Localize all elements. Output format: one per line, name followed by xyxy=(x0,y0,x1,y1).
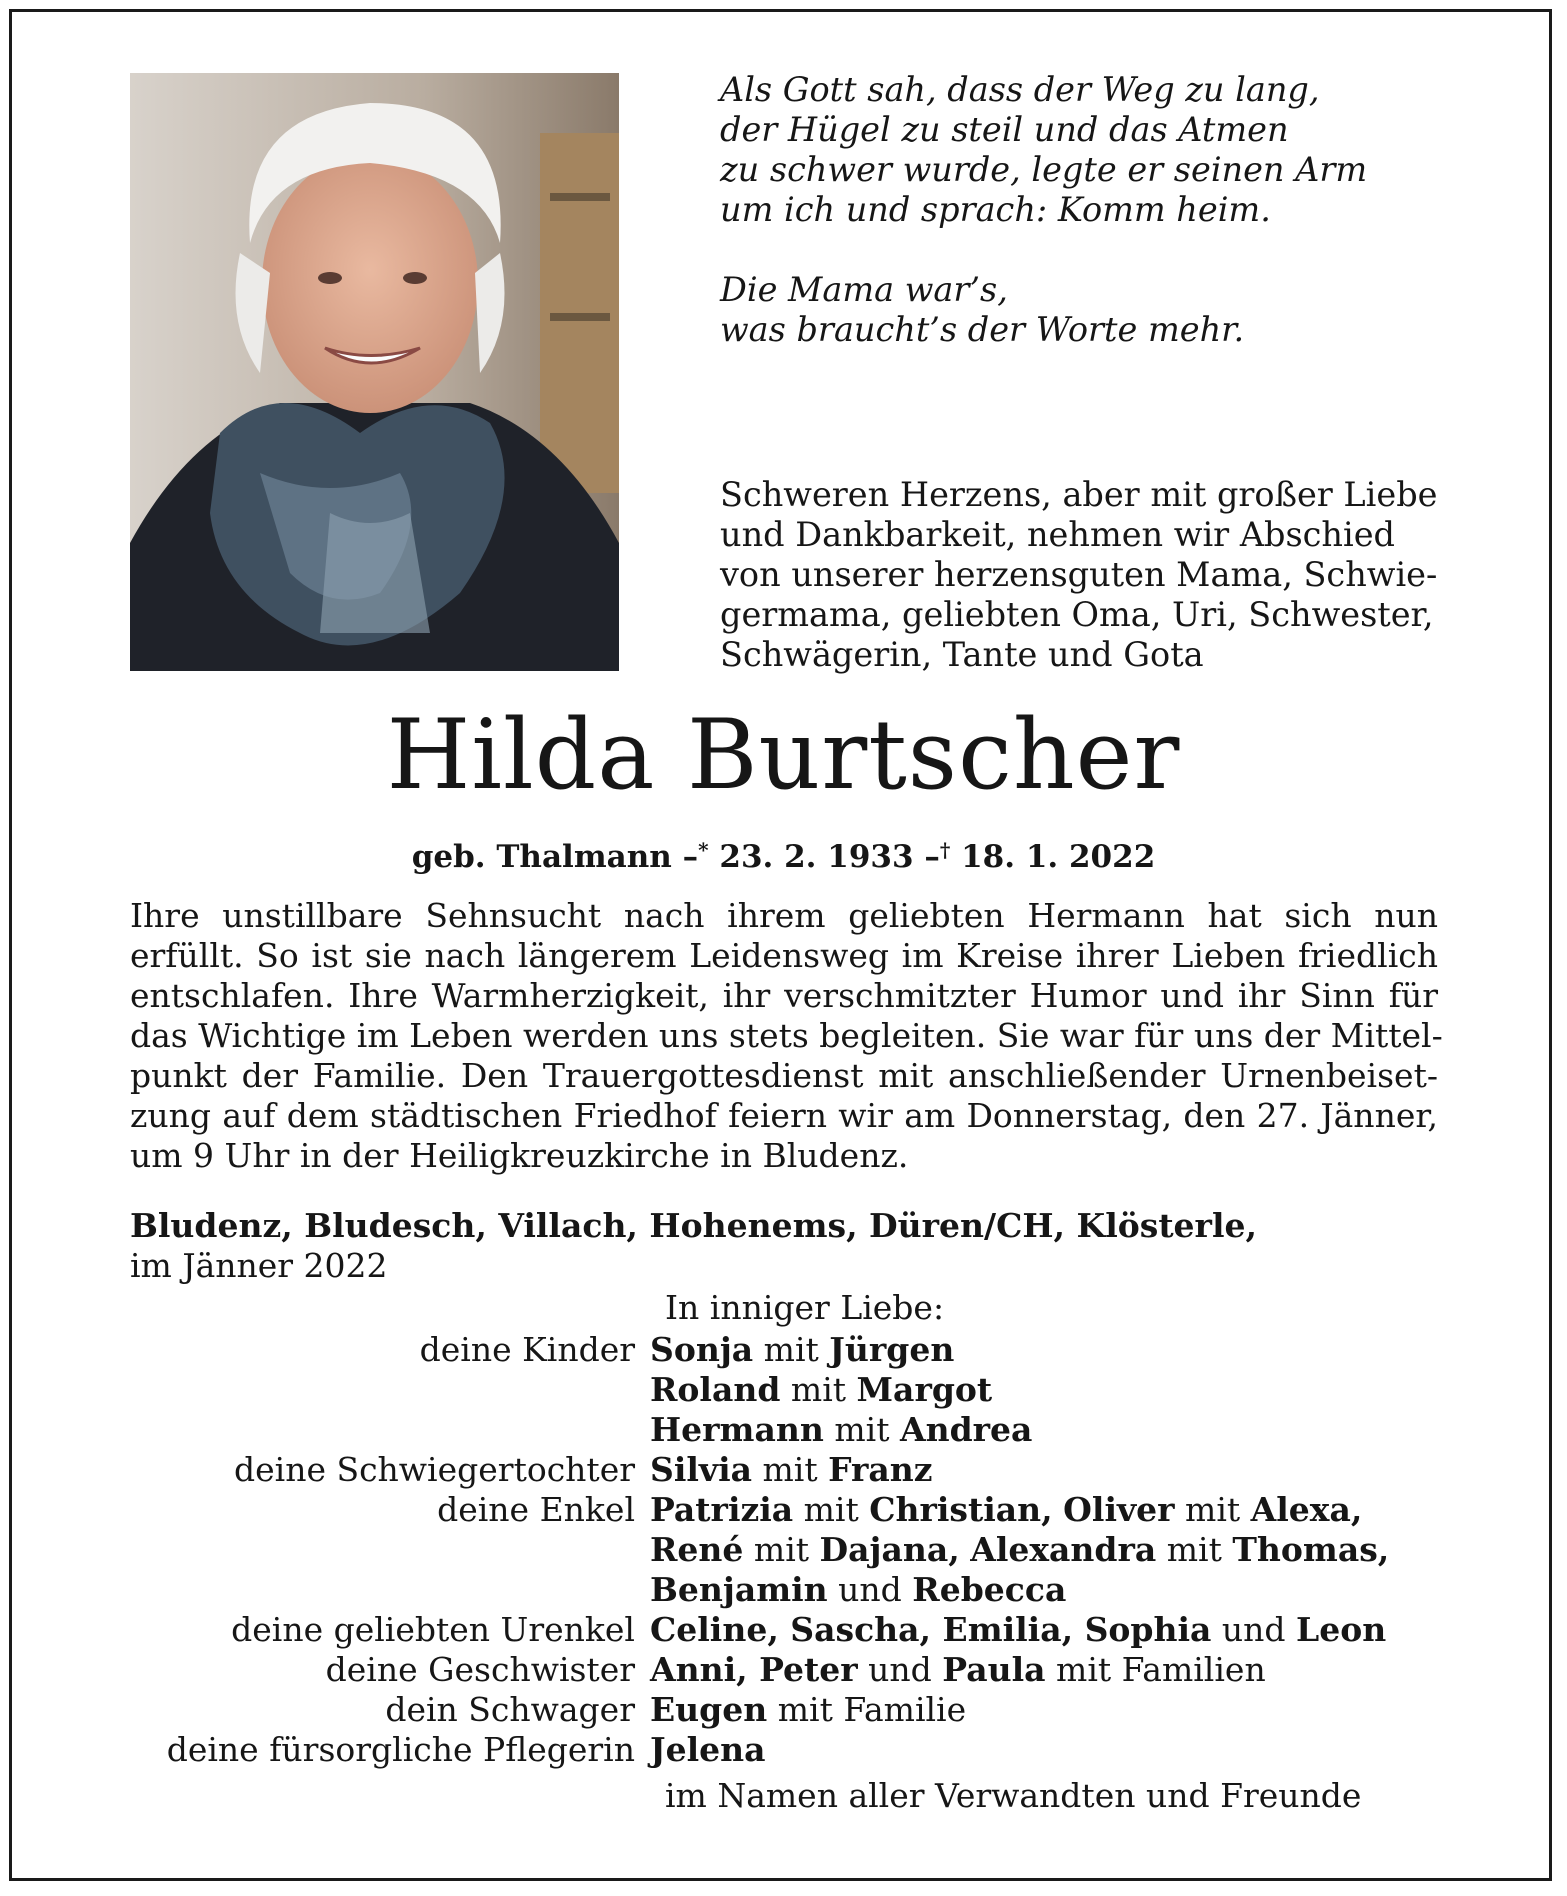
obituary-line: das Wichtige im Leben werden uns stets begleiten. Sie war für uns der Mittel- xyxy=(130,1016,1443,1055)
mourner-names xyxy=(650,1490,1567,1530)
separator: – xyxy=(682,839,699,875)
mourner-name: Alexandra xyxy=(970,1530,1157,1569)
obituary-line: um 9 Uhr in der Heiligkreuzkirche in Bludenz. xyxy=(130,1136,909,1175)
mourner-names xyxy=(650,1330,1567,1370)
mourner-role: deine Kinder xyxy=(419,1330,635,1369)
obituary-line: punkt der Familie. Den Trauergottesdienst mit anschließender Urnenbeiset- xyxy=(130,1056,1438,1095)
connector: mit xyxy=(1166,1530,1222,1569)
mourner-row-schwiegertochter xyxy=(0,1450,1567,1490)
deceased-name: Hilda Burtscher xyxy=(386,699,1181,811)
obituary-text xyxy=(130,896,1443,1176)
greeting: In inniger Liebe: xyxy=(665,1288,945,1327)
mourner-role: deine geliebten Urenkel xyxy=(231,1610,635,1649)
mourner-row-kinder-3 xyxy=(0,1410,1567,1450)
mourner-role: deine fürsorgliche Pflegerin xyxy=(166,1730,635,1769)
mourner-name: Eugen xyxy=(650,1690,768,1729)
intro-line: von unserer herzensguten Mama, Schwie- xyxy=(720,555,1438,594)
mourner-name: Celine, Sascha, Emilia, Sophia xyxy=(650,1610,1212,1649)
separator: – xyxy=(924,839,940,875)
dateline: im Jänner 2022 xyxy=(130,1246,388,1285)
connector: und xyxy=(1221,1610,1286,1649)
mourner-row-kinder xyxy=(0,1330,1567,1370)
mourners-list xyxy=(0,1330,1567,1770)
mourner-name: Thomas, xyxy=(1232,1530,1390,1569)
mourner-name: Roland xyxy=(650,1370,781,1409)
mourner-role: deine Geschwister xyxy=(325,1650,635,1689)
mourner-role-empty xyxy=(0,1410,650,1450)
intro-text xyxy=(720,475,1440,675)
connector: und xyxy=(838,1570,902,1609)
obituary-line: Ihre unstillbare Sehnsucht nach ihrem geliebten Hermann hat sich nun xyxy=(130,896,1438,935)
mourner-row-enkel-2 xyxy=(0,1530,1567,1570)
mourner-row-schwager xyxy=(0,1690,1567,1730)
mourner-names xyxy=(650,1690,1567,1730)
mourner-role: deine Schwiegertochter xyxy=(233,1450,635,1489)
mourner-row-kinder-2 xyxy=(0,1370,1567,1410)
mourner-names xyxy=(650,1530,1567,1570)
mourner-name: Sonja xyxy=(650,1330,754,1369)
mourner-row-urenkel xyxy=(0,1610,1567,1650)
mourner-name: Benjamin xyxy=(650,1570,828,1609)
portrait-image xyxy=(130,73,619,671)
connector: mit xyxy=(1185,1490,1241,1529)
poem-line: Als Gott sah, dass der Weg zu lang, xyxy=(720,70,1320,109)
connector: mit Familie xyxy=(777,1690,967,1729)
connector: mit xyxy=(763,1330,819,1369)
mourner-name: Paula xyxy=(942,1650,1046,1689)
connector: mit xyxy=(762,1450,818,1489)
mourner-name: Rebecca xyxy=(912,1570,1067,1609)
portrait-photo xyxy=(130,73,619,671)
mourner-name: René xyxy=(650,1530,744,1569)
connector: mit xyxy=(753,1530,810,1569)
mourner-names xyxy=(650,1570,1567,1610)
birth-death-line xyxy=(0,830,1567,877)
poem-line: was braucht’s der Worte mehr. xyxy=(720,310,1245,349)
poem xyxy=(720,70,1480,350)
birth-date: 23. 2. 1933 xyxy=(719,839,914,875)
intro-line: Schwägerin, Tante und Gota xyxy=(720,635,1204,674)
mourner-row-enkel-3 xyxy=(0,1570,1567,1610)
connector: mit xyxy=(790,1370,847,1409)
places: Bludenz, Bludesch, Villach, Hohenems, Düren/CH, Klösterle, xyxy=(130,1206,1257,1245)
obituary-line: zung auf dem städtischen Friedhof feiern wir am Donnerstag, den 27. Jänner, xyxy=(130,1096,1438,1135)
mourner-name: Hermann xyxy=(650,1410,824,1449)
intro-line: germama, geliebten Oma, Uri, Schwester, xyxy=(720,595,1434,634)
mourner-name: Margot xyxy=(856,1370,993,1409)
obituary-line: erfüllt. So ist sie nach längerem Leidensweg im Kreise ihrer Lieben friedlich xyxy=(130,936,1438,975)
connector: und xyxy=(868,1650,932,1689)
mourner-names xyxy=(650,1730,1567,1770)
intro-line: und Dankbarkeit, nehmen wir Abschied xyxy=(720,515,1395,554)
poem-line: um ich und sprach: Komm heim. xyxy=(720,190,1271,229)
mourner-names xyxy=(650,1650,1567,1690)
mourner-name: Patrizia xyxy=(650,1490,794,1529)
poem-line: Die Mama war’s, xyxy=(720,270,1008,309)
intro-line: Schweren Herzens, aber mit großer Liebe xyxy=(720,475,1438,514)
mourner-name: Dajana, xyxy=(819,1530,960,1569)
mourner-name: Alexa, xyxy=(1250,1490,1363,1529)
connector: mit xyxy=(803,1490,859,1529)
mourner-name: Silvia xyxy=(650,1450,752,1489)
connector: mit Familien xyxy=(1056,1650,1266,1689)
birth-symbol: * xyxy=(698,838,709,862)
mourner-name: Leon xyxy=(1296,1610,1387,1649)
closing-line: im Namen aller Verwandten und Freunde xyxy=(665,1776,1362,1815)
mourner-role: dein Schwager xyxy=(385,1690,635,1729)
mourner-role-empty xyxy=(0,1530,650,1570)
mourner-row-enkel xyxy=(0,1490,1567,1530)
obituary-line: entschlafen. Ihre Warmherzigkeit, ihr verschmitzter Humor und ihr Sinn für xyxy=(130,976,1438,1015)
death-symbol: † xyxy=(939,838,951,862)
mourner-role-empty xyxy=(0,1570,650,1610)
mourner-names xyxy=(650,1610,1567,1650)
mourner-names xyxy=(650,1450,1567,1490)
mourner-name: Anni, Peter xyxy=(650,1650,858,1689)
mourner-name: Christian, xyxy=(869,1490,1053,1529)
mourner-name: Franz xyxy=(828,1450,933,1489)
mourner-names xyxy=(650,1370,1567,1410)
poem-line: der Hügel zu steil und das Atmen xyxy=(720,110,1289,149)
mourner-names xyxy=(650,1410,1567,1450)
birth-name: geb. Thalmann xyxy=(411,839,672,875)
mourner-name: Andrea xyxy=(899,1410,1033,1449)
death-date: 18. 1. 2022 xyxy=(961,839,1156,875)
poem-line: zu schwer wurde, legte er seinen Arm xyxy=(720,150,1368,189)
mourner-name: Oliver xyxy=(1063,1490,1175,1529)
connector: mit xyxy=(834,1410,890,1449)
mourner-row-pflegerin xyxy=(0,1730,1567,1770)
poem-stanza-gap xyxy=(720,230,1480,270)
mourner-name: Jelena xyxy=(650,1730,766,1769)
mourner-role: deine Enkel xyxy=(437,1490,635,1529)
mourner-role-empty xyxy=(0,1370,650,1410)
mourner-name: Jürgen xyxy=(829,1330,955,1369)
mourner-row-geschwister xyxy=(0,1650,1567,1690)
